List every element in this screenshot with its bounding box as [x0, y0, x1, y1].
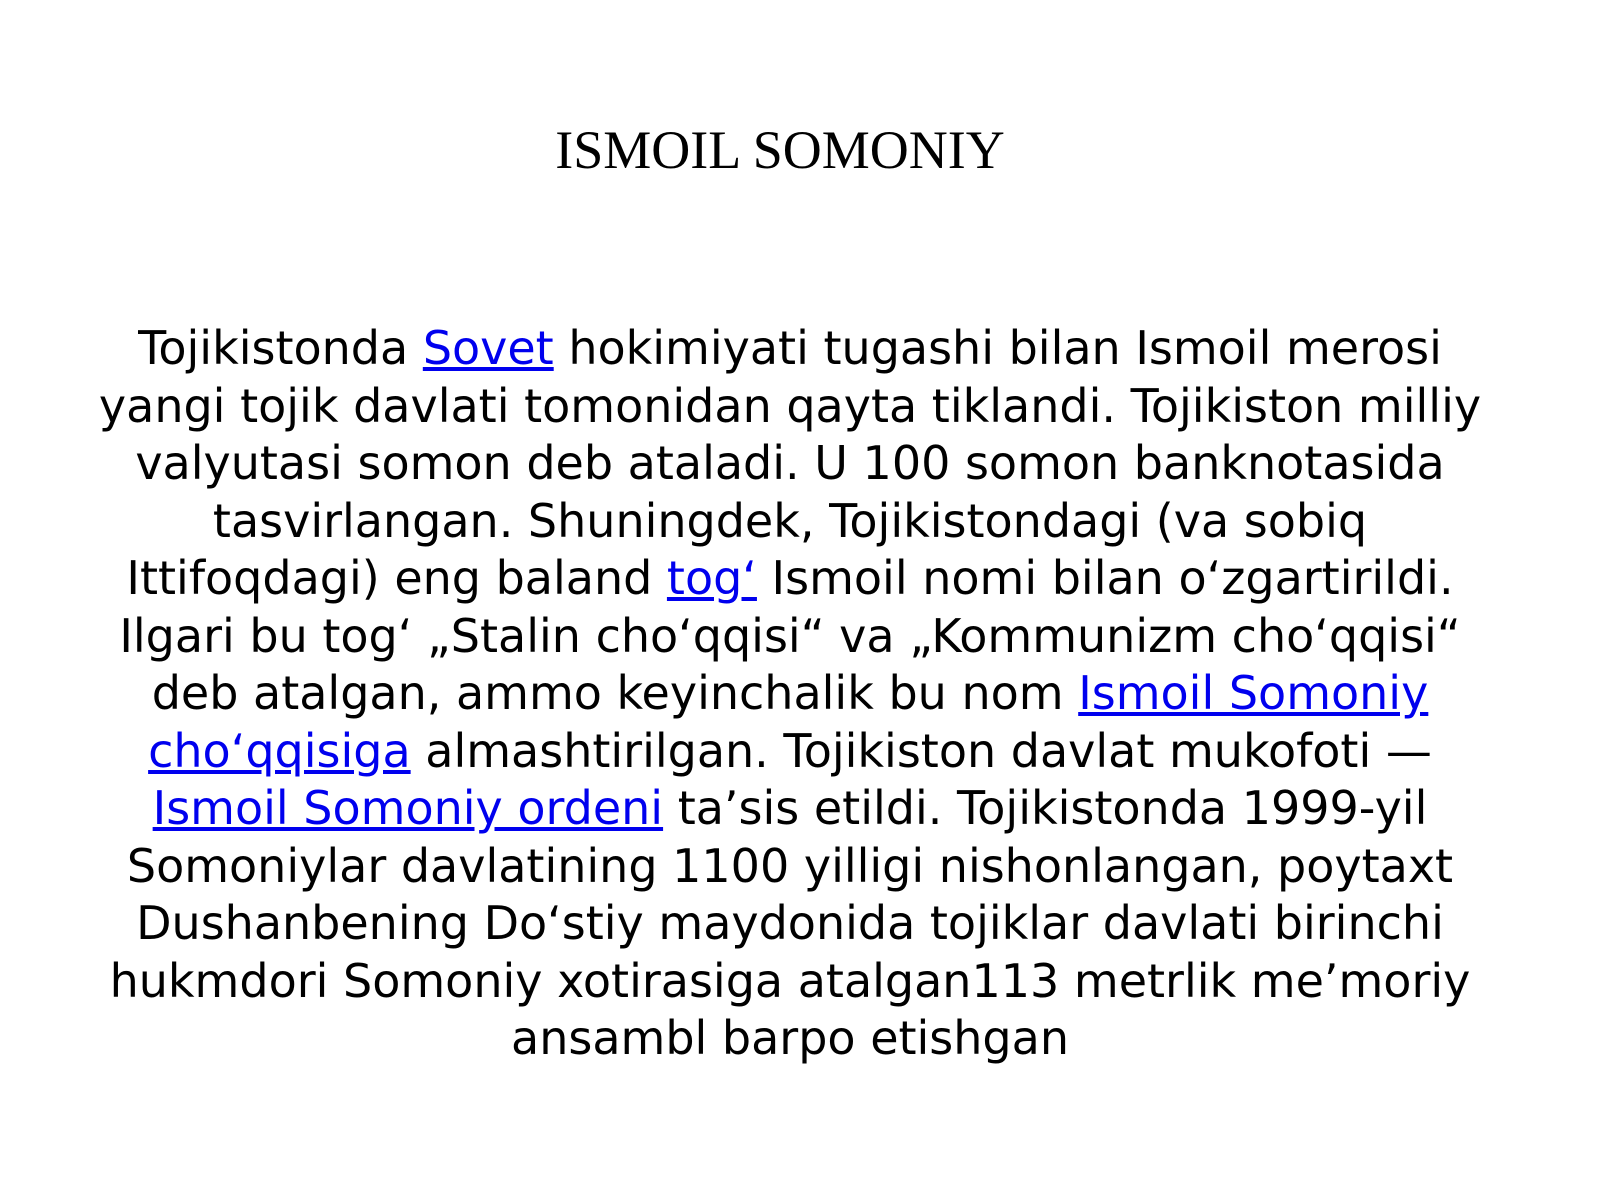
text-segment: almashtirilgan. Tojikiston davlat mukofoti — [410, 723, 1432, 778]
text-segment: Tojikistonda [138, 321, 423, 375]
body-paragraph [90, 320, 1490, 1068]
text-segment: ta’sis etildi. Tojikistonda 1999-yil Somoniylar davlatining 1100 yilligi nishonlangan, poytaxt Dushanbening Do‘stiy maydonida tojiklar davlati birinchi hukmdori Somoniy xotirasiga atalgan113 metrlik me’moriy ansambl barpo etishgan [109, 781, 1471, 1065]
link-ismoil-somoniy-ordeni[interactable]: Ismoil Somoniy ordeni [152, 781, 664, 835]
link-sovet[interactable]: Sovet [422, 321, 554, 375]
link-tog[interactable]: tog‘ [666, 551, 757, 605]
text-segment: Ismoil nomi bilan o‘zgartirildi. Ilgari bu tog‘ „Stalin cho‘qqisi“ va „Kommunizm cho‘qqisi“ deb atalgan, ammo keyinchalik bu nom [119, 551, 1461, 720]
text-segment: hokimiyati tugashi bilan Ismoil merosi yangi tojik davlati tomonidan qayta tiklandi. Tojikiston milliy valyutasi somon deb ataladi. U 100 somon banknotasida tasvirlangan. Shuningdek, Tojikistondagi (va sobiq Ittifoqdagi) eng baland [98, 321, 1482, 605]
link-ismoil-somoniy-choqqisi[interactable]: Ismoil Somoniy cho‘qqisiga [148, 666, 1429, 778]
slide-title: ISMOIL SOMONIY [555, 120, 1005, 180]
